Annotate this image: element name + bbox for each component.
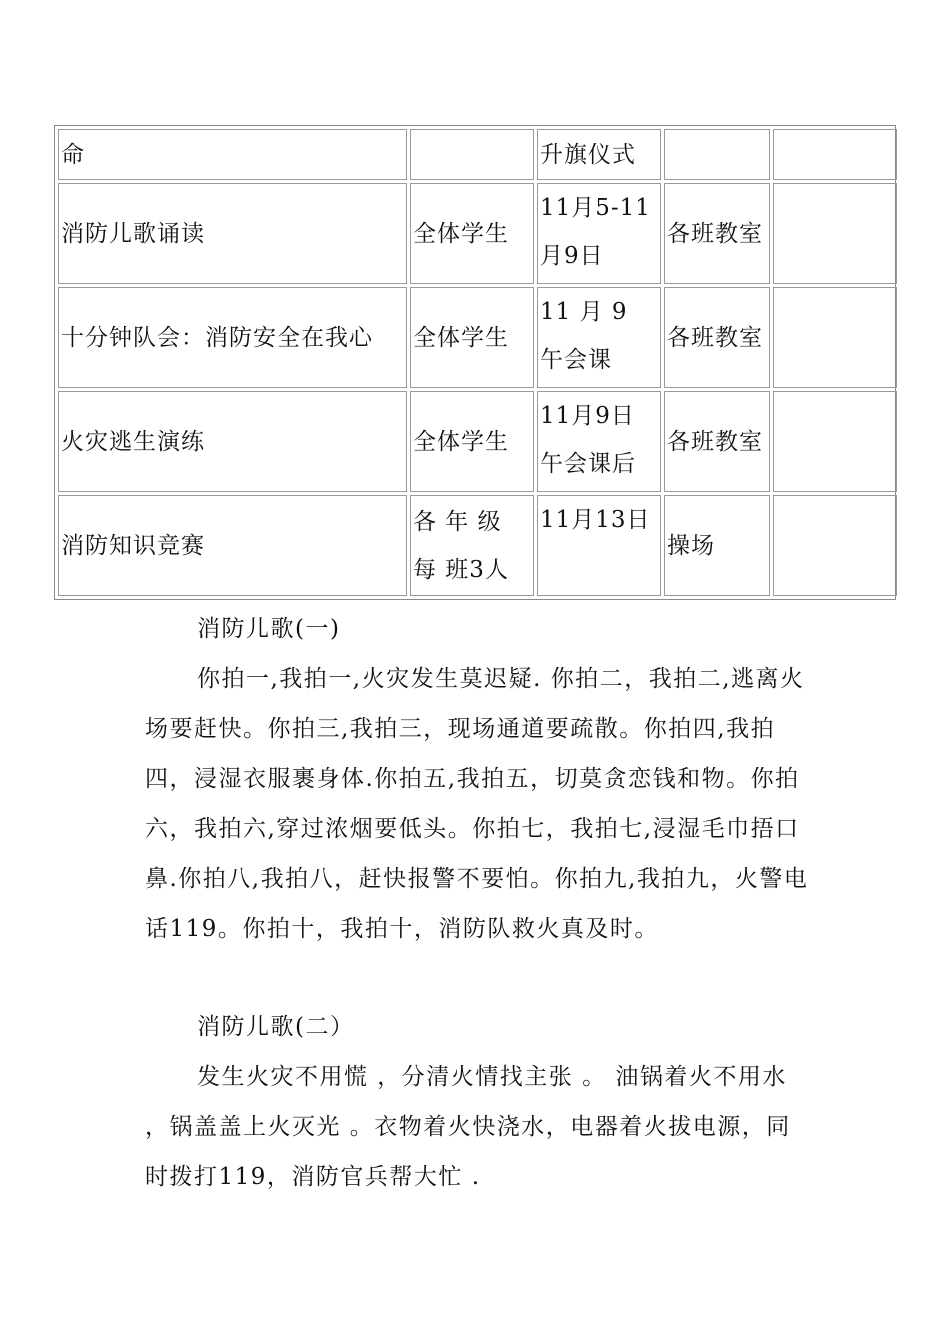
song-one-body: 你拍一,我拍一,火灾发生莫迟疑. 你拍二，我拍二,逃离火场要赶快。你拍三,我拍三，现场通道要疏散。你拍四,我拍四，浸湿衣服裹身体.你拍五,我拍五，切莫贪恋钱和物。你拍六，我拍六,穿过浓烟要低头。你拍七，我拍七,浸湿毛巾捂口鼻.你拍八,我拍八，赶快报警不要怕。你拍九,我拍九，火警电话119。你拍十，我拍十，消防队救火真及时。 [145, 666, 809, 942]
date-cell: 11 月 9 午会课 [537, 287, 661, 388]
participants-cell: 全体学生 [410, 391, 534, 492]
activity-cell: 命 [58, 129, 407, 180]
table-row [58, 287, 897, 388]
location-cell: 各班教室 [664, 391, 770, 492]
note-cell [773, 183, 897, 284]
note-cell [773, 495, 897, 596]
note-cell [773, 391, 897, 492]
location-cell: 各班教室 [664, 287, 770, 388]
song-two-body: 发生火灾不用慌 ，分清火情找主张 。 油锅着火不用水 ，锅盖盖上火灭光 。衣物着火快浇水，电器着火拔电源，同时拨打119，消防官兵帮大忙 . [145, 1064, 791, 1190]
participants-cell: 全体学生 [410, 287, 534, 388]
participants-cell [410, 129, 534, 180]
note-cell [773, 129, 897, 180]
activity-cell: 消防儿歌诵读 [58, 183, 407, 284]
song-one-title: 消防儿歌(一) [197, 616, 341, 642]
activity-cell: 十分钟队会：消防安全在我心 [58, 287, 407, 388]
date-cell: 11月9日午会课后 [537, 391, 661, 492]
location-cell [664, 129, 770, 180]
location-cell: 操场 [664, 495, 770, 596]
activity-schedule-table [54, 125, 896, 600]
date-cell: 升旗仪式 [537, 129, 661, 180]
table-row [58, 495, 897, 596]
activity-cell: 火灾逃生演练 [58, 391, 407, 492]
note-cell [773, 287, 897, 388]
date-cell: 11月5-11月9日 [537, 183, 661, 284]
table-row [58, 391, 897, 492]
song-two-section [145, 1002, 810, 1202]
activity-cell: 消防知识竞赛 [58, 495, 407, 596]
song-one-section [145, 604, 810, 954]
location-cell: 各班教室 [664, 183, 770, 284]
participants-cell: 各 年 级 每 班3人 [410, 495, 534, 596]
song-two-title: 消防儿歌(二） [197, 1014, 355, 1040]
date-cell: 11月13日 [537, 495, 661, 596]
table-row [58, 183, 897, 284]
participants-cell: 全体学生 [410, 183, 534, 284]
table-row [58, 129, 897, 180]
